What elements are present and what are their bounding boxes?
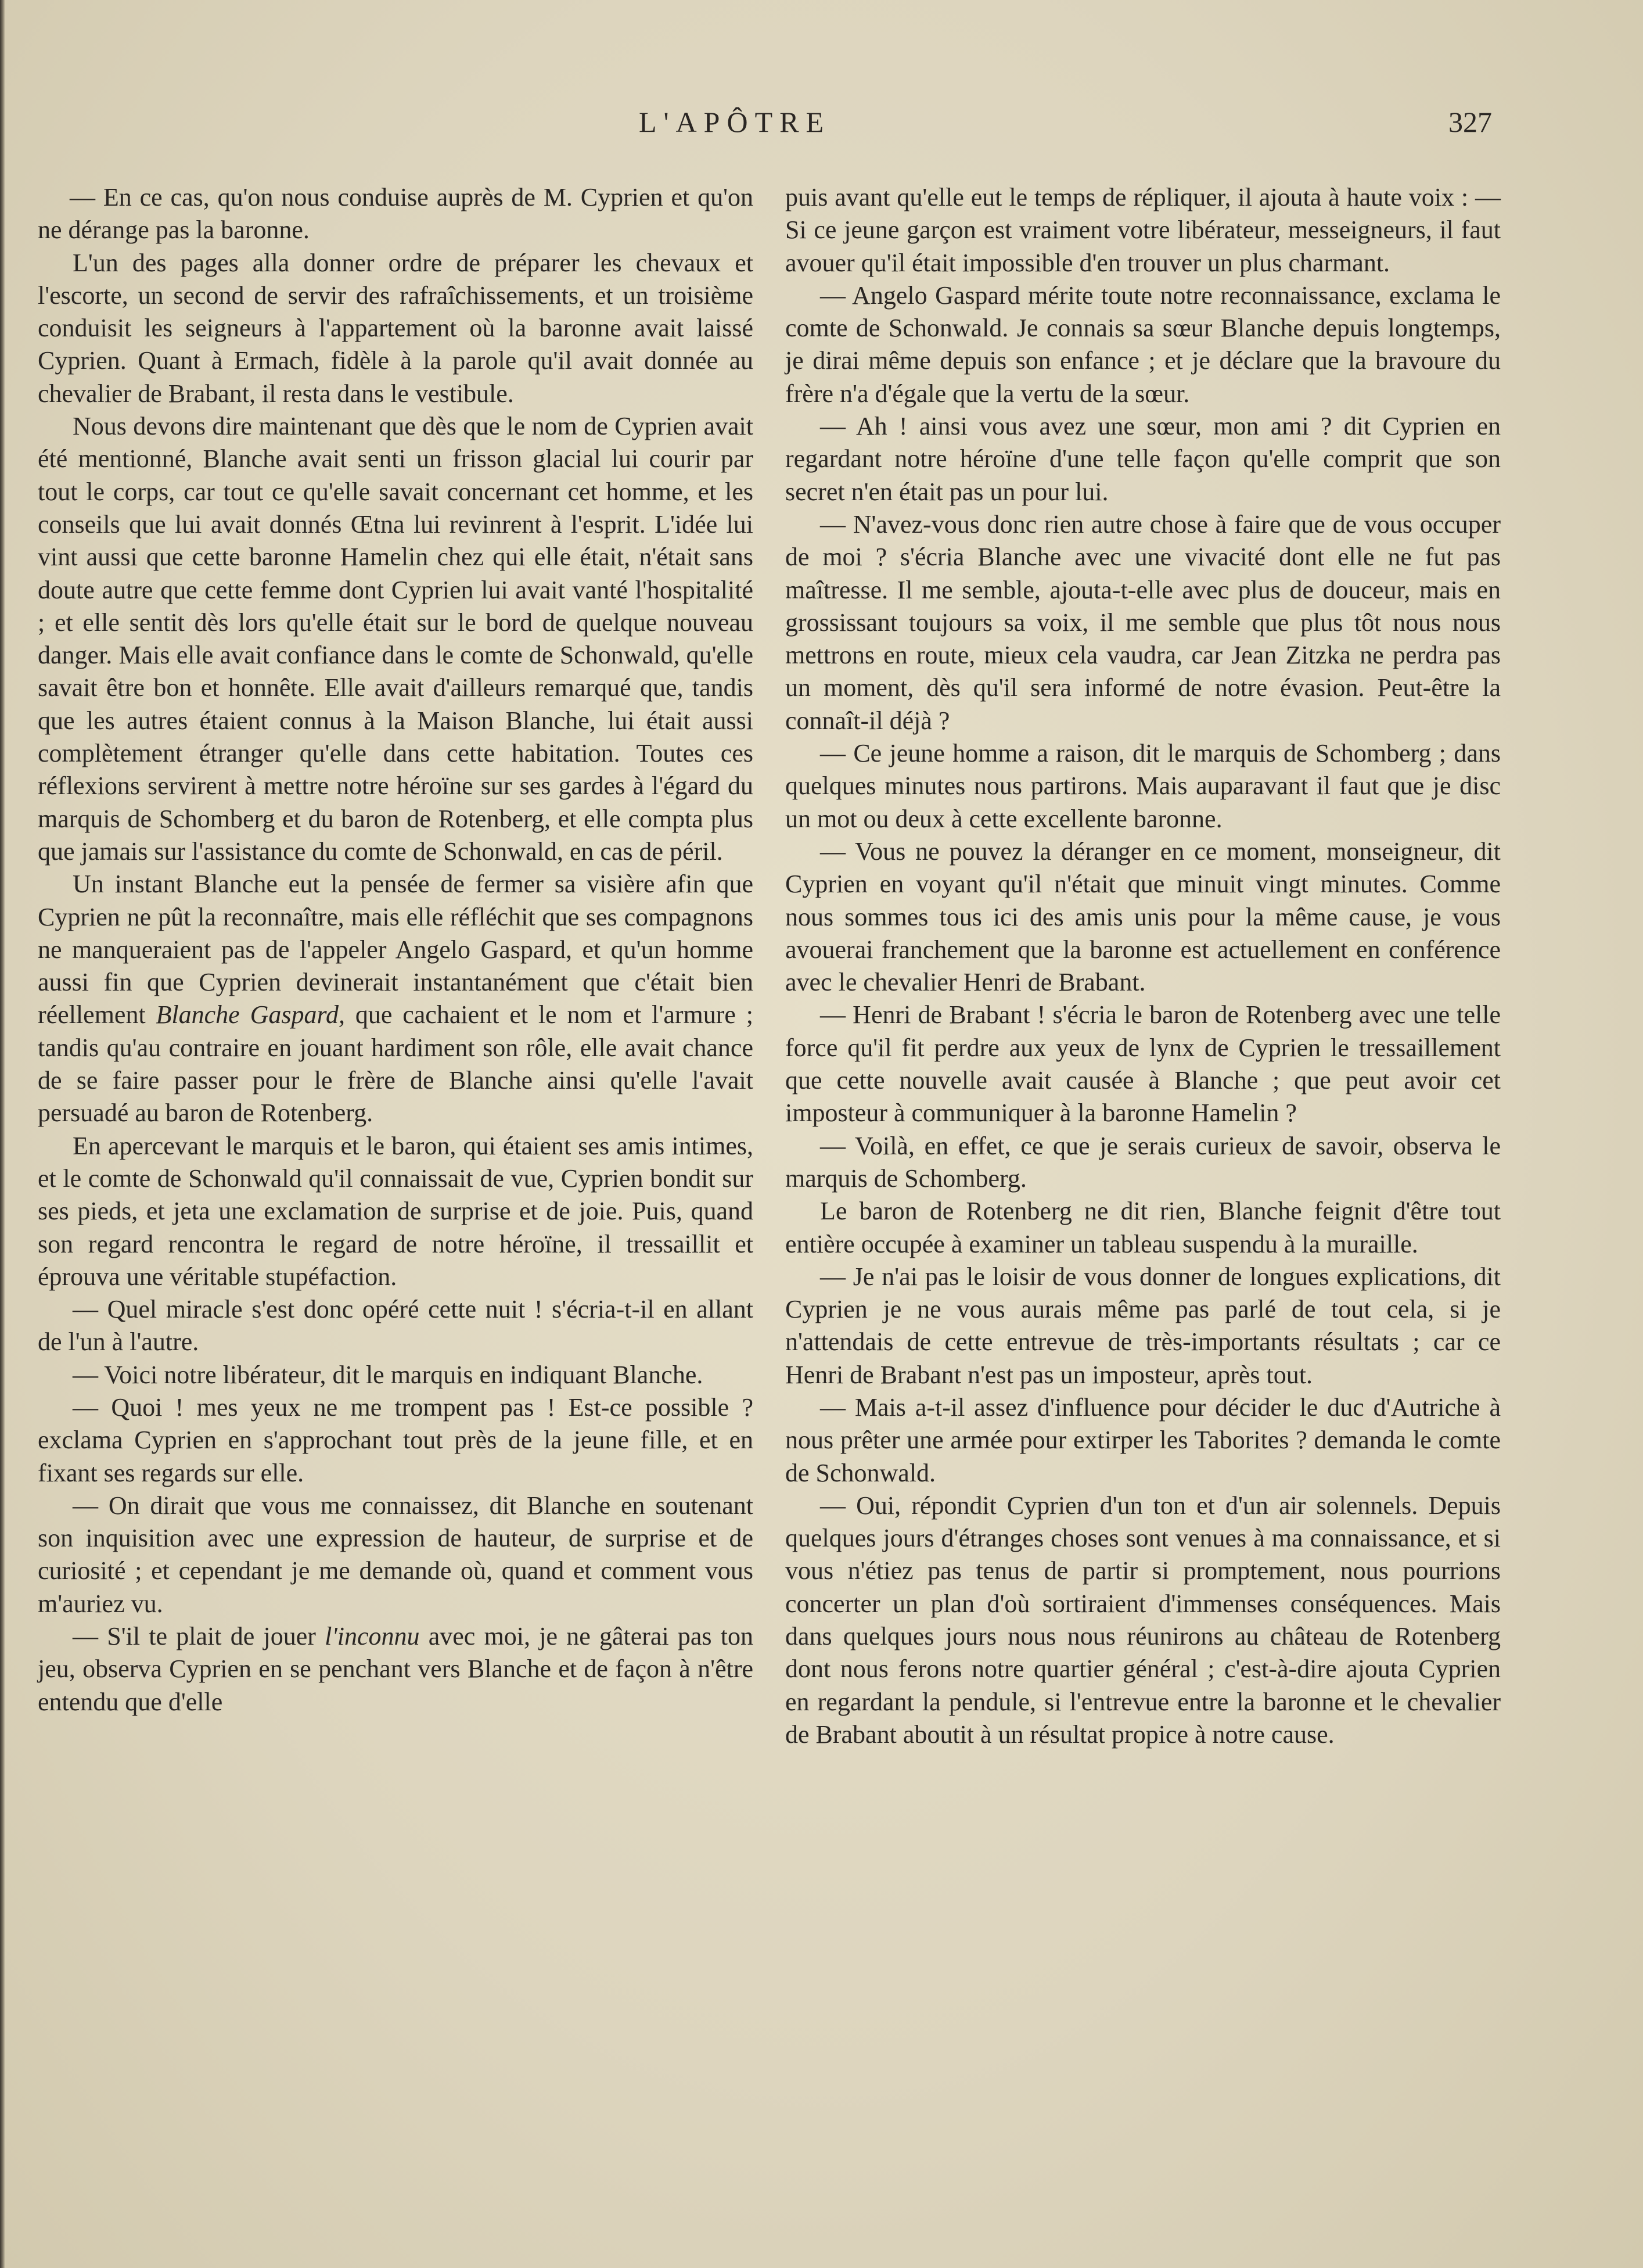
paragraph: L'un des pages alla donner ordre de préparer les chevaux et l'escorte, un second de servir des rafraîchissements, et un troisième conduisit les seigneurs à l'appartement où la baronne avait laissé Cyprien. Quant à Ermach, fidèle à la parole qu'il avait donnée au chevalier de Brabant, il resta dans le vestibule.: [38, 248, 753, 408]
paragraph: En apercevant le marquis et le baron, qui étaient ses amis intimes, et le comte de Schonwald qu'il connaissait de vue, Cyprien bondit sur ses pieds, et jeta une exclamation de surprise et de joie. Puis, quand son regard rencontra le regard de notre héroïne, il tressaillit et éprouva une véritable stupéfaction.: [38, 1131, 753, 1291]
paragraph: — Je n'ai pas le loisir de vous donner de longues explications, dit Cyprien je ne vous aurais même pas parlé de tout cela, si je n'attendais de cette entrevue de très-importants résultats ; car ce Henri de Brabant n'est pas un imposteur, après tout.: [785, 1262, 1501, 1389]
paragraph: — Oui, répondit Cyprien d'un ton et d'un air solennels. Depuis quelques jours d'étranges choses sont venues à ma connaissance, et si vous n'étiez pas tenus de partir si promptement, nous pourrions concerter un plan d'où sortiraient d'immenses conséquences. Mais dans quelques jours nous nous réunirons au château de Rotenberg dont nous ferons notre quartier général ; c'est-à-dire ajouta Cyprien en regardant la pendule, si l'entrevue entre la baronne et le chevalier de Brabant aboutit à un résultat propice à notre cause.: [785, 1491, 1501, 1749]
paragraph-text: Un instant Blanche eut la pensée de fermer sa visière afin que Cyprien ne pût la reconnaître, mais elle réfléchit que ses compagnons ne manqueraient pas de l'appeler Angelo Gaspard, et qu'un homme aussi fin que Cyprien devinerait instantanément que c'était bien réellement: [38, 870, 753, 1029]
paragraph: [38, 868, 753, 1129]
paragraph: — Vous ne pouvez la déranger en ce moment, monseigneur, dit Cyprien en voyant qu'il n'était que minuit vingt minutes. Comme nous sommes tous ici des amis unis pour la même cause, je vous avouerai franchement que la baronne est actuellement en conférence avec le chevalier Henri de Brabant.: [785, 837, 1501, 997]
page-gutter-shadow: [0, 0, 5, 2268]
page-number: 327: [1448, 106, 1492, 138]
paragraph: — Voilà, en effet, ce que je serais curieux de savoir, observa le marquis de Schomberg.: [785, 1131, 1501, 1193]
right-column: [785, 181, 1501, 1751]
paragraph-text: avec moi, je ne gâterai pas ton jeu, observa Cyprien en se penchant vers Blanche et de façon à n'être entendu que d'elle: [38, 1622, 754, 1716]
italic-word: l'inconnu: [325, 1622, 420, 1651]
paragraph: Nous devons dire maintenant que dès que le nom de Cyprien avait été mentionné, Blanche avait senti un frisson glacial lui courir par tout le corps, car tout ce qu'elle savait concernant cet homme, et les conseils que lui avait donnés Œtna lui revinrent à l'esprit. L'idée lui vint aussi que cette baronne Hamelin chez qui elle était, n'était sans doute autre que cette femme dont Cyprien lui avait vanté l'hospitalité ; et elle sentit dès lors qu'elle était sur le bord de quelque nouveau danger. Mais elle avait confiance dans le comte de Schonwald, qu'elle savait être bon et honnête. Elle avait d'ailleurs remarqué que, tandis que les autres étaient connus à la Maison Blanche, lui était aussi complètement étranger qu'elle dans cette habitation. Toutes ces réflexions servirent à mettre notre héroïne sur ses gardes à l'égard du marquis de Schomberg et du baron de Rotenberg, et elle compta plus que jamais sur l'assistance du comte de Schonwald, en cas de péril.: [38, 412, 753, 866]
paragraph: — On dirait que vous me connaissez, dit Blanche en soutenant son inquisition avec une expression de hauteur, de surprise et de curiosité ; et cependant je me demande où, quand et comment vous m'auriez vu.: [38, 1491, 753, 1618]
paragraph: — Henri de Brabant ! s'écria le baron de Rotenberg avec une telle force qu'il fit perdre aux yeux de lynx de Cyprien le tressaillement que cette nouvelle avait causée à Blanche ; que peut avoir cet imposteur à communiquer à la baronne Hamelin ?: [785, 1000, 1501, 1128]
paragraph: — Mais a-t-il assez d'influence pour décider le duc d'Autriche à nous prêter une armée pour extirper les Taborites ? demanda le comte de Schonwald.: [785, 1393, 1501, 1487]
paragraph: Le baron de Rotenberg ne dit rien, Blanche feignit d'être tout entière occupée à examiner un tableau suspendu à la muraille.: [785, 1197, 1501, 1258]
paragraph: — En ce cas, qu'on nous conduise auprès de M. Cyprien et qu'on ne dérange pas la baronne.: [38, 183, 753, 245]
paragraph: puis avant qu'elle eut le temps de répliquer, il ajouta à haute voix : — Si ce jeune garçon est vraiment votre libérateur, messeigneurs, il faut avouer qu'il était impossible d'en trouver un plus charmant.: [785, 183, 1501, 277]
paragraph: — Ce jeune homme a raison, dit le marquis de Schomberg ; dans quelques minutes nous partirons. Mais auparavant il faut que je disc un mot ou deux à cette excellente baronne.: [785, 739, 1501, 833]
paragraph: — N'avez-vous donc rien autre chose à faire que de vous occuper de moi ? s'écria Blanche avec une vivacité dont elle ne fut pas maîtresse. Il me semble, ajouta-t-elle avec plus de douceur, mais en grossissant toujours sa voix, il me semble que plus tôt nous nous mettrons en route, mieux cela vaudra, car Jean Zitzka ne perdra pas un moment, dès qu'il sera informé de notre évasion. Peut-être la connaît-il déjà ?: [785, 509, 1501, 735]
paragraph: — Angelo Gaspard mérite toute notre reconnaissance, exclama le comte de Schonwald. Je connais sa sœur Blanche depuis longtemps, je dirai même depuis son enfance ; et je déclare que la bravoure du frère n'a d'égale que la vertu de la sœur.: [785, 281, 1501, 408]
running-title: L'APÔTRE: [639, 106, 831, 138]
paragraph: [38, 1620, 753, 1718]
paragraph: — Voici notre libérateur, dit le marquis en indiquant Blanche.: [73, 1360, 703, 1389]
left-column: [38, 181, 753, 1718]
paragraph: — Ah ! ainsi vous avez une sœur, mon ami ? dit Cyprien en regardant notre héroïne d'une telle façon qu'elle comprit que son secret n'en était pas un pour lui.: [785, 412, 1501, 506]
paragraph-text: que cachaient et le nom et l'armure ; tandis qu'au contraire en jouant hardiment son rôle, elle avait chance de se faire passer pour le frère de Blanche ainsi qu'elle l'avait persuadé au baron de Rotenberg.: [38, 1000, 754, 1128]
paragraph: — Quel miracle s'est donc opéré cette nuit ! s'écria-t-il en allant de l'un à l'autre.: [38, 1295, 753, 1357]
paragraph: — Quoi ! mes yeux ne me trompent pas ! Est-ce possible ? exclama Cyprien en s'approchant tout près de la jeune fille, et en fixant ses regards sur elle.: [38, 1393, 753, 1487]
paragraph-text: — S'il te plait de jouer: [73, 1622, 316, 1651]
running-header: [0, 102, 1643, 148]
italic-name: Blanche Gaspard,: [156, 1000, 345, 1029]
